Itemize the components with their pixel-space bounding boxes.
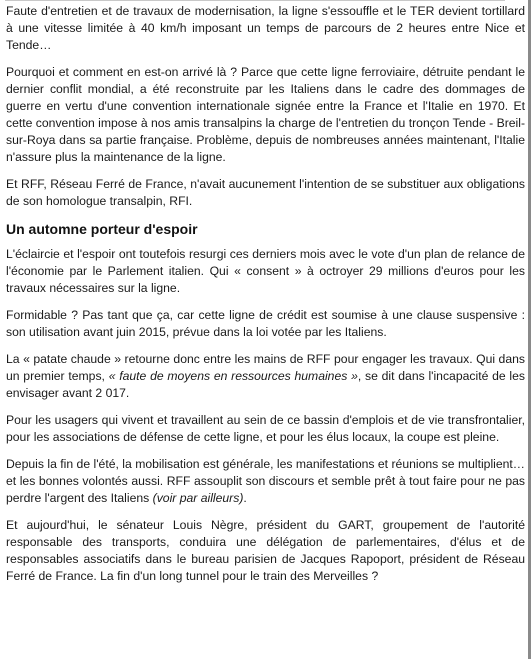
paragraph-5: Formidable ? Pas tant que ça, car cette ligne de crédit est soumise à une clause suspensive : son utilisation avant juin 2015, prévue dans la loi votée par les Italiens. (6, 308, 525, 339)
paragraph-9: Et aujourd'hui, le sénateur Louis Nègre, président du GART, groupement de l'autorité responsable des transports, conduira une délégation de parlementaires, d'élus et de responsables associatifs dans le bureau parisien de Jacques Rapoport, président de Réseau Ferré de France. La fin d'un long tunnel pour le train des Merveilles ? (6, 518, 525, 583)
paragraph-4: L'éclaircie et l'espoir ont toutefois resurgi ces derniers mois avec le vote d'un plan de relance de l'économie par le Parlement italien. Qui « consent » à octroyer 29 millions d'euros pour les travaux nécessaires sur la ligne. (6, 247, 525, 295)
top-divider (5, 0, 505, 1)
paragraph-6 (6, 351, 525, 402)
paragraph-6-start: La « patate chaude » retourne donc entre les mains de RFF pour engager les travaux. Qui dans un premier temps, (6, 352, 525, 383)
paragraph-2: Pourquoi et comment en est-on arrivé là ? Parce que cette ligne ferroviaire, détruite pendant le dernier conflit mondial, a été reconstruite par les Italiens dans le cadre des dommages de guerre en vertu d'une convention internationale signée entre la France et l'Italie en 1970. Et cette convention impose à nos amis transalpins la charge de l'entretien du tronçon Tende - Breil-sur-Roya dans sa partie française. Problème, depuis de nombreuses années maintenant, l'Italie n'assure plus la maintenance de la ligne. (6, 65, 526, 164)
see-elsewhere-note: (voir par ailleurs) (152, 491, 244, 505)
paragraph-6-end: , se dit dans l'incapacité de les envisager avant 2 017. (6, 369, 525, 400)
paragraph-6-quote: « faute de moyens en ressources humaines » (108, 369, 358, 383)
paragraph-8 (6, 456, 525, 507)
paragraph-8-end: . (243, 491, 247, 505)
paragraph-8-start: Depuis la fin de l'été, la mobilisation est générale, les manifestations et réunions se multiplient… et les bonnes volontés aussi. RFF assouplit son discours et semble prêt à tout faire pour ne pas perdre l'argent des Italiens (6, 457, 525, 505)
paragraph-3: Et RFF, Réseau Ferré de France, n'avait aucunement l'intention de se substituer aux obligations de son homologue transalpin, RFI. (6, 177, 525, 208)
paragraph-7: Pour les usagers qui vivent et travaillent au sein de ce bassin d'emplois et de vie transfrontalier, pour les associations de défense de cette ligne, et pour les élus locaux, la coupe est pleine. (6, 413, 525, 444)
section-subheading: Un automne porteur d'espoir (6, 221, 198, 237)
paragraph-1: Faute d'entretien et de travaux de modernisation, la ligne s'essouffle et le TER devient tortillard à une vitesse limitée à 40 km/h imposant un temps de parcours de 2 heures entre Nice et Tende… (6, 4, 525, 52)
